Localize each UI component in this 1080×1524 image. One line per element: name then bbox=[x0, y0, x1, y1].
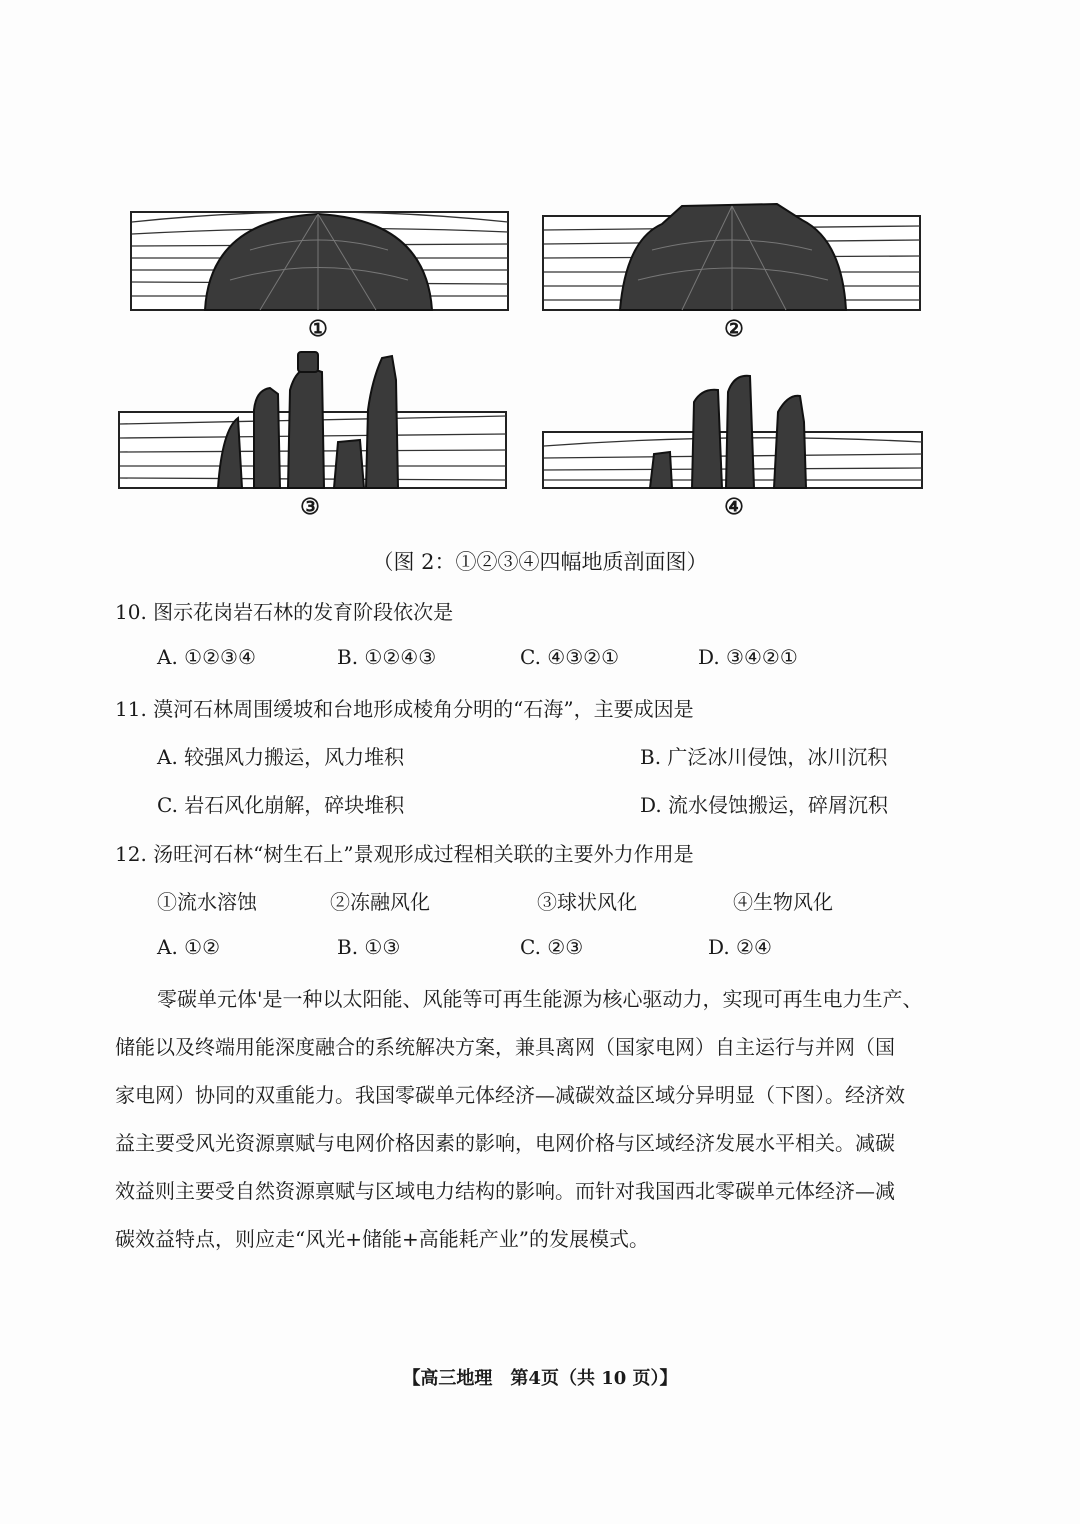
q11-option-b[interactable]: B. 广泛冰川侵蚀，冰川沉积 bbox=[640, 745, 888, 769]
passage bbox=[115, 975, 970, 1263]
q12-option-c[interactable]: C. ②③ bbox=[520, 935, 584, 959]
q11-option-a[interactable]: A. 较强风力搬运，风力堆积 bbox=[157, 745, 405, 769]
passage-line-2: 储能以及终端用能深度融合的系统解决方案，兼具离网（国家电网）自主运行与并网（国 bbox=[115, 1035, 895, 1059]
q12-option-b[interactable]: B. ①③ bbox=[337, 935, 401, 959]
panel-label-4: ④ bbox=[724, 494, 744, 520]
geologic-section-4 bbox=[542, 362, 924, 520]
question-10-stem: 10. 图示花岗岩石林的发育阶段依次是 bbox=[115, 600, 454, 624]
q11-option-d[interactable]: D. 流水侵蚀搬运，碎屑沉积 bbox=[640, 793, 889, 817]
q10-option-d[interactable]: D. ③④②① bbox=[698, 645, 798, 669]
q10-option-c[interactable]: C. ④③②① bbox=[520, 645, 620, 669]
q12-option-a[interactable]: A. ①② bbox=[157, 935, 221, 959]
page-footer: 【高三地理 第4页（共 10 页）】 bbox=[402, 1368, 678, 1389]
q12-option-d[interactable]: D. ②④ bbox=[708, 935, 772, 959]
q12-item-3: ③球状风化 bbox=[537, 890, 637, 914]
passage-line-5: 效益则主要受自然资源禀赋与区域电力结构的影响。而针对我国西北零碳单元体经济—减 bbox=[115, 1179, 895, 1203]
figure-caption: （图 2：①②③④四幅地质剖面图） bbox=[372, 550, 708, 574]
q12-item-2: ②冻融风化 bbox=[330, 890, 430, 914]
q12-item-4: ④生物风化 bbox=[733, 890, 833, 914]
geologic-section-2 bbox=[542, 200, 922, 342]
q10-option-b[interactable]: B. ①②④③ bbox=[337, 645, 437, 669]
passage-line-6: 碳效益特点，则应走“风光+储能+高能耗产业”的发展模式。 bbox=[115, 1227, 649, 1251]
question-12-stem: 12. 汤旺河石林“树生石上”景观形成过程相关联的主要外力作用是 bbox=[115, 842, 694, 866]
geologic-section-1 bbox=[130, 200, 510, 342]
passage-line-4: 益主要受风光资源禀赋与电网价格因素的影响，电网价格与区域经济发展水平相关。减碳 bbox=[115, 1131, 895, 1155]
q10-option-a[interactable]: A. ①②③④ bbox=[157, 645, 256, 669]
geologic-section-3 bbox=[118, 350, 508, 520]
question-11-stem: 11. 漠河石林周围缓坡和台地形成棱角分明的“石海”，主要成因是 bbox=[115, 697, 694, 721]
q11-option-c[interactable]: C. 岩石风化崩解，碎块堆积 bbox=[157, 793, 405, 817]
panel-label-2: ② bbox=[724, 316, 744, 342]
passage-line-1: 零碳单元体'是一种以太阳能、风能等可再生能源为核心驱动力，实现可再生电力生产、 bbox=[157, 987, 923, 1011]
panel-label-1: ① bbox=[308, 316, 328, 342]
q12-item-1: ①流水溶蚀 bbox=[157, 890, 257, 914]
passage-line-3: 家电网）协同的双重能力。我国零碳单元体经济—减碳效益区域分异明显（下图）。经济效 bbox=[115, 1083, 905, 1107]
panel-label-3: ③ bbox=[300, 494, 320, 520]
